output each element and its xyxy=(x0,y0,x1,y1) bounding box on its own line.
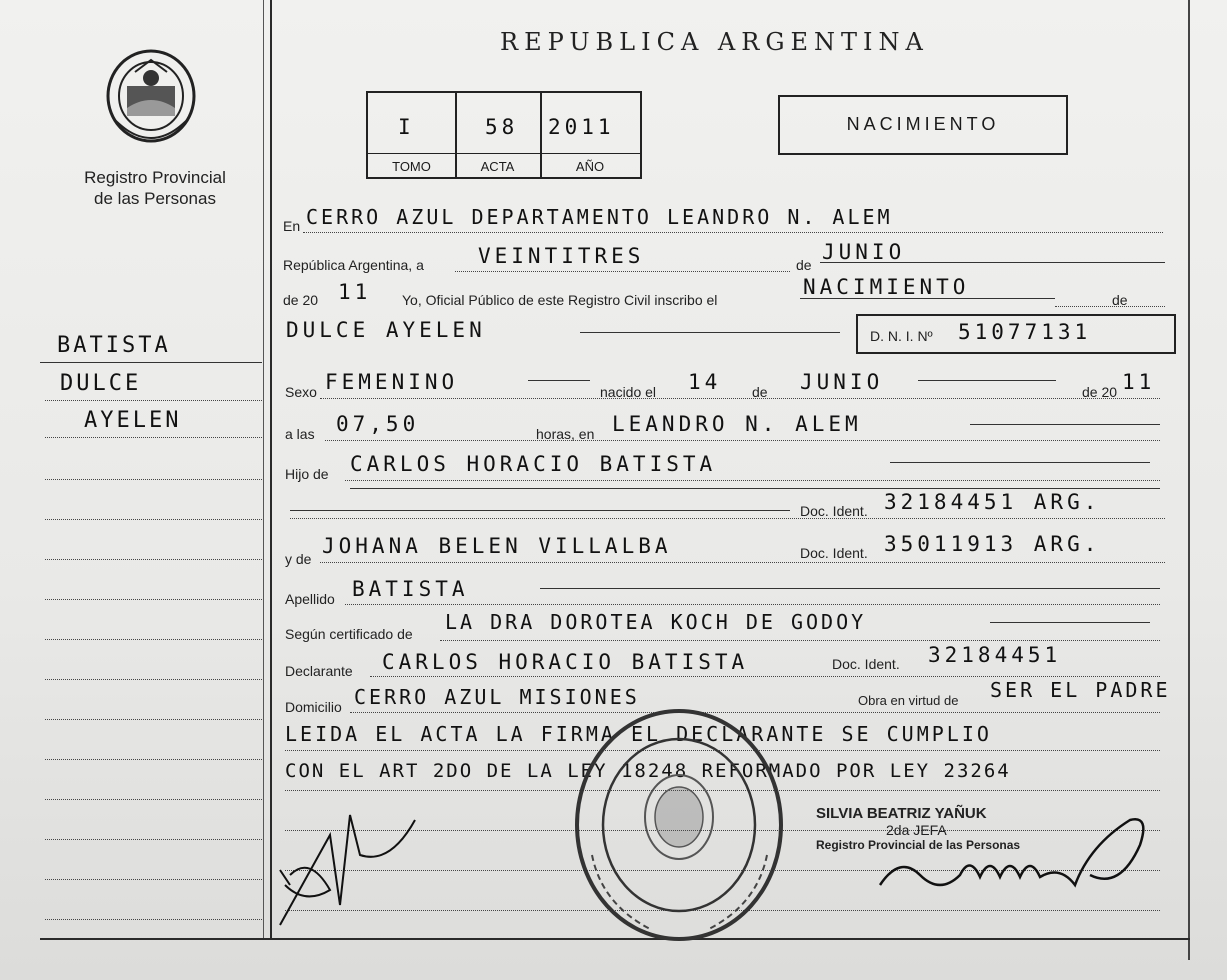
de-label-3: de xyxy=(752,384,768,400)
nacido-label: nacido el xyxy=(600,384,657,400)
certificante-value: LA DRA DOROTEA KOCH DE GODOY xyxy=(445,610,867,634)
nac-dia: 14 xyxy=(688,370,722,394)
padre-value: CARLOS HORACIO BATISTA xyxy=(350,452,717,476)
padre-doc-label: Doc. Ident. xyxy=(800,503,868,519)
certificado-label: Según certificado de xyxy=(285,626,413,642)
madre-value: JOHANA BELEN VILLALBA xyxy=(322,534,672,558)
dni-box xyxy=(856,314,1176,354)
right-border xyxy=(1188,0,1190,960)
horas-en-label: horas, en xyxy=(536,426,595,442)
registry-line-1: Registro Provincial xyxy=(84,168,226,187)
tomo-label: TOMO xyxy=(392,159,431,174)
observacion-line-2: CON EL ART 2DO DE LA LEY 18248 REFORMADO POR LEY 23264 xyxy=(285,760,1011,782)
record-type-box xyxy=(778,95,1068,155)
hora-value: 07,50 xyxy=(336,412,420,436)
nombre-value: DULCE AYELEN xyxy=(286,318,486,342)
de20-label: de 20 xyxy=(1082,384,1118,400)
madre-doc-label: Doc. Ident. xyxy=(800,545,868,561)
hijo-label: Hijo de xyxy=(285,466,329,482)
margin-surname: BATISTA xyxy=(57,333,171,358)
tomo-cell xyxy=(368,93,457,177)
declarante-doc: 32184451 xyxy=(928,643,1062,667)
observacion-line-1: LEIDA EL ACTA LA FIRMA EL DECLARANTE SE CUMPLIO xyxy=(285,722,992,746)
declarant-signature-icon xyxy=(270,795,420,930)
record-number-box xyxy=(366,91,642,179)
registry-title xyxy=(60,167,250,209)
lugar-nac: LEANDRO N. ALEM xyxy=(612,412,862,436)
yde-label: y de xyxy=(285,551,312,567)
declarante-doc-label: Doc. Ident. xyxy=(832,656,900,672)
de-label-2: de xyxy=(1112,292,1128,308)
domicilio-value: CERRO AZUL MISIONES xyxy=(354,685,640,709)
sexo-value: FEMENINO xyxy=(325,370,459,394)
domicilio-label: Domicilio xyxy=(285,699,342,715)
signer-role: 2da JEFA xyxy=(886,822,947,838)
anio-label: AÑO xyxy=(575,159,605,174)
en-label: En xyxy=(283,218,301,234)
padre-doc: 32184451 ARG. xyxy=(884,490,1101,514)
margin-firstname: DULCE xyxy=(60,371,142,396)
place-value: CERRO AZUL DEPARTAMENTO LEANDRO N. ALEM xyxy=(306,205,893,229)
country-title: REPUBLICA ARGENTINA xyxy=(500,28,929,56)
declarante-value: CARLOS HORACIO BATISTA xyxy=(382,650,749,674)
madre-doc: 35011913 ARG. xyxy=(884,532,1101,556)
apellido-value: BATISTA xyxy=(352,577,469,601)
nac-anio: 11 xyxy=(1122,370,1156,394)
alas-label: a las xyxy=(285,426,315,442)
republica-label: República Argentina, a xyxy=(283,257,424,273)
year-prefix: de 20 xyxy=(283,292,319,308)
day-words: VEINTITRES xyxy=(478,244,645,268)
de-label-1: de xyxy=(796,257,812,273)
sexo-label: Sexo xyxy=(285,384,317,400)
dni-value: 51077131 xyxy=(958,320,1092,344)
tomo-value: I xyxy=(398,115,415,139)
margin-divider-inner xyxy=(263,0,264,940)
anio-cell xyxy=(542,93,638,177)
acta-label: ACTA xyxy=(480,159,515,174)
obra-label: Obra en virtud de xyxy=(858,693,959,708)
acta-cell xyxy=(455,93,542,177)
declarante-label: Declarante xyxy=(285,663,353,679)
year-value: 11 xyxy=(338,280,372,304)
province-seal-icon xyxy=(105,48,197,143)
oficial-label: Yo, Oficial Público de este Registro Civil inscribo el xyxy=(402,292,718,308)
dni-label: D. N. I. Nº xyxy=(870,328,933,344)
apellido-label: Apellido xyxy=(285,591,335,607)
official-signature-icon xyxy=(860,815,1160,905)
obra-value: SER EL PADRE xyxy=(990,678,1171,702)
signer-name: SILVIA BEATRIZ YAÑUK xyxy=(816,805,987,822)
registry-stamp-icon xyxy=(572,705,787,945)
signer-org: Registro Provincial de las Personas xyxy=(816,838,1021,852)
anio-value: 2011 xyxy=(548,115,615,139)
month-words: JUNIO xyxy=(822,240,906,264)
record-type: NACIMIENTO xyxy=(846,114,1000,134)
acto-value: NACIMIENTO xyxy=(803,275,970,299)
nac-mes: JUNIO xyxy=(800,370,884,394)
margin-secondname: AYELEN xyxy=(84,408,182,433)
acta-value: 58 xyxy=(485,115,519,139)
registry-line-2: de las Personas xyxy=(94,189,216,208)
